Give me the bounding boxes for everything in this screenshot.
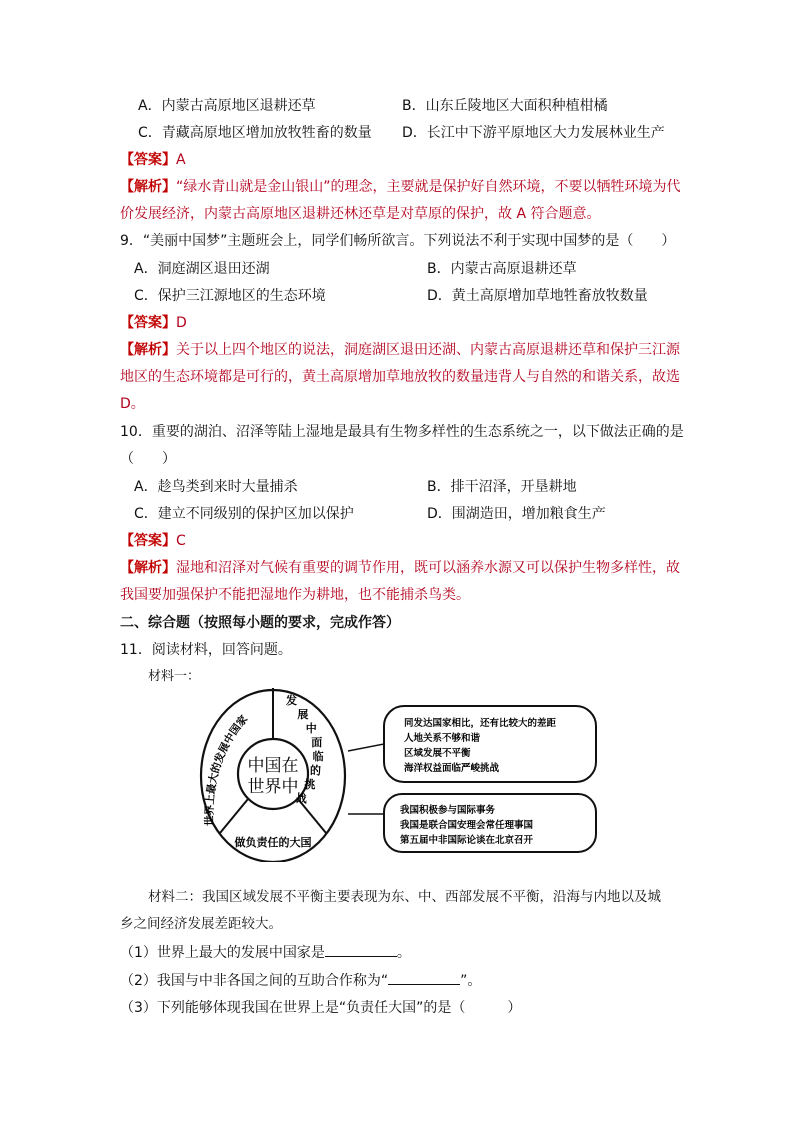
q10-stem-line1: 10．重要的湖泊、沼泽等陆上湿地是最具有生物多样性的生态系统之一，以下做法正确的是 [120, 424, 684, 440]
q8-option-d: D．长江中下游平原地区大力发展林业生产 [402, 125, 665, 141]
divider-left [220, 799, 248, 833]
q9-analysis-line1 [120, 340, 680, 360]
right-sector-char: 中 [305, 722, 317, 735]
answer-tag: 【答案】 [120, 152, 176, 168]
q10-option-a: A．趁鸟类到来时大量捕杀 [134, 479, 298, 495]
q10-option-c: C．建立不同级别的保护区加以保护 [134, 506, 354, 522]
responsibility-line: 我国是联合国安理会常任理事国 [400, 820, 534, 831]
material1-label: 材料一： [148, 669, 201, 684]
q9-stem: 9．“美丽中国梦”主题班会上，同学们畅所欲言。下列说法不利于实现中国梦的是（ ） [120, 233, 676, 249]
right-sector-char: 面 [311, 736, 323, 749]
sub1-text: （1）世界上最大的发展中国家是 [120, 945, 325, 961]
q10-option-b: B．排干沼泽，开垦耕地 [427, 479, 577, 495]
analysis-text: 湿地和沼泽对气候有重要的调节作用，既可以涵养水源又可以保护生物多样性，故 [176, 560, 680, 576]
analysis-tag: 【解析】 [120, 560, 176, 576]
q9-option-a: A．洞庭湖区退田还湖 [134, 261, 270, 277]
q8-option-a: A．内蒙古高原地区退耕还草 [138, 98, 316, 114]
q10-analysis-line2: 我国要加强保护不能把湿地作为耕地，也不能捕杀鸟类。 [120, 587, 470, 603]
q11-stem: 11．阅读材料，回答问题。 [120, 642, 292, 658]
sub2-blank[interactable] [388, 970, 460, 985]
responsibility-line: 第五届中非国际论谈在北京召开 [400, 835, 534, 846]
right-sector-char: 战 [295, 792, 307, 805]
right-sector-char: 发 [286, 694, 297, 707]
q8-analysis-line2: 价发展经济，内蒙古高原地区退耕还林还草是对草原的保护，故 A 符合题意。 [120, 206, 601, 222]
right-sector-char: 挑 [304, 778, 316, 791]
responsibility-line: 我国积极参与国际事务 [400, 805, 496, 816]
connector-top [348, 744, 384, 751]
right-sector-char: 的 [310, 764, 321, 777]
center-text-2: 世界中 [247, 777, 299, 797]
q8-option-c: C．青藏高原地区增加放牧牲畜的数量 [138, 125, 372, 141]
right-sector-char: 临 [312, 750, 324, 763]
challenge-line: 同发达国家相比，还有比较大的差距 [404, 718, 557, 729]
q8-analysis-line1 [120, 177, 681, 197]
analysis-tag: 【解析】 [120, 342, 176, 358]
answer-value: C [176, 533, 186, 549]
answer-value: D [176, 315, 187, 331]
challenge-line: 区域发展不平衡 [404, 748, 471, 759]
q8-answer [120, 150, 186, 170]
china-in-world-diagram [198, 686, 598, 862]
sub2-end: ”。 [460, 973, 482, 989]
q9-analysis-line3: D。 [120, 396, 145, 412]
analysis-text: 关于以上四个地区的说法，洞庭湖区退田还湖、内蒙古高原退耕还草和保护三江源 [176, 342, 680, 358]
center-text-1: 中国在 [247, 756, 299, 776]
q11-sub1 [120, 942, 411, 963]
sub2-text: （2）我国与中非各国之间的互助合作称为“ [120, 973, 389, 989]
q9-analysis-line2: 地区的生态环境都是可行的，黄土高原增加草地放牧的数量违背人与自然的和谐关系，故选 [120, 369, 680, 385]
material2-line1: 材料二：我国区域发展不平衡主要表现为东、中、西部发展不平衡，沿海与内地以及城 [148, 889, 661, 905]
q9-option-d: D．黄土高原增加草地牲畜放牧数量 [427, 288, 648, 304]
sub1-end: 。 [396, 945, 411, 961]
q10-stem-line2: （ ） [120, 451, 176, 467]
section-heading: 二、综合题（按照每小题的要求，完成作答） [120, 615, 400, 631]
analysis-tag: 【解析】 [120, 179, 176, 195]
q9-option-c: C．保护三江源地区的生态环境 [134, 288, 326, 304]
right-sector-char: 展 [297, 708, 309, 721]
q11-sub3: （3）下列能够体现我国在世界上是“负责任大国”的是（ ） [120, 1000, 522, 1016]
challenge-line: 人地关系不够和谐 [404, 733, 481, 744]
bottom-sector-text: 做负责任的大国 [234, 836, 312, 849]
sub1-blank[interactable] [325, 942, 397, 957]
q10-option-d: D．围湖造田，增加粮食生产 [427, 506, 606, 522]
answer-tag: 【答案】 [120, 315, 176, 331]
q9-option-b: B．内蒙古高原退耕还草 [427, 261, 577, 277]
q10-analysis-line1 [120, 558, 680, 578]
answer-value: A [176, 152, 186, 168]
q11-sub2 [120, 970, 481, 991]
q9-answer [120, 313, 187, 333]
q10-answer [120, 531, 186, 551]
analysis-text: “绿水青山就是金山银山”的理念，主要就是保护好自然环境，不要以牺牲环境为代 [176, 179, 681, 195]
q8-option-b: B．山东丘陵地区大面积种植柑橘 [402, 98, 608, 114]
answer-tag: 【答案】 [120, 533, 176, 549]
challenge-line: 海洋权益面临严峻挑战 [404, 763, 500, 774]
left-sector-text: 世界上最大的发展中国家 [203, 713, 251, 827]
material2-line2: 乡之间经济发展差距较大。 [120, 916, 282, 932]
